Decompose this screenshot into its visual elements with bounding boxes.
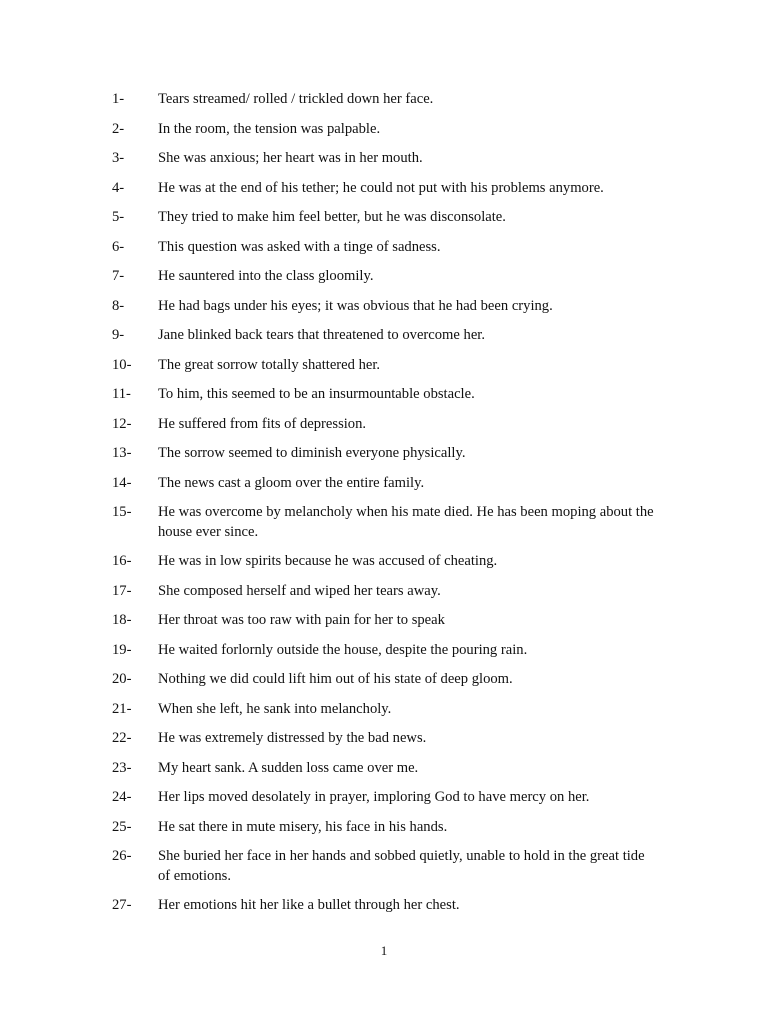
list-item (112, 267, 657, 287)
item-text: He was in low spirits because he was accused of cheating. (158, 553, 498, 569)
item-number: 18- (112, 612, 132, 628)
list-item (112, 474, 657, 494)
item-text: Tears streamed/ rolled / trickled down her face. (158, 91, 434, 107)
item-text: He sat there in mute misery, his face in his hands. (158, 818, 448, 835)
item-number: 10- (112, 356, 132, 373)
list-item (112, 179, 657, 199)
item-text: He waited forlornly outside the house, despite the pouring rain. (158, 641, 528, 658)
item-number: 6- (112, 238, 125, 255)
item-number: 14- (112, 474, 132, 491)
item-text: Jane blinked back tears that threatened to overcome her. (158, 327, 486, 343)
item-text: The news cast a gloom over the entire family. (158, 474, 425, 491)
item-number: 2- (112, 120, 125, 137)
item-text: The sorrow seemed to diminish everyone physically. (158, 445, 466, 461)
list-item (112, 847, 657, 886)
list-item (112, 670, 657, 690)
item-number: 7- (112, 268, 125, 284)
list-item (112, 759, 657, 779)
item-text: To him, this seemed to be an insurmountable obstacle. (158, 386, 475, 402)
item-text: My heart sank. A sudden loss came over me. (158, 759, 419, 776)
item-text: He was overcome by melancholy when his mate died. He has been moping about the house ever since. (158, 504, 654, 540)
item-number: 3- (112, 150, 125, 166)
item-text: In the room, the tension was palpable. (158, 120, 381, 137)
item-text: Her emotions hit her like a bullet through her chest. (158, 897, 460, 913)
item-number: 15- (112, 504, 132, 520)
item-text: He had bags under his eyes; it was obvious that he had been crying. (158, 297, 553, 314)
item-number: 21- (112, 700, 132, 717)
item-number: 17- (112, 582, 132, 599)
item-number: 13- (112, 445, 132, 461)
item-text: They tried to make him feel better, but he was disconsolate. (158, 209, 506, 225)
item-number: 16- (112, 553, 132, 569)
list-item (112, 582, 657, 602)
list-item (112, 385, 657, 405)
item-number: 11- (112, 386, 131, 402)
list-item (112, 415, 657, 435)
item-text: Her throat was too raw with pain for her to speak (158, 612, 445, 628)
item-text: He suffered from fits of depression. (158, 415, 367, 432)
item-number: 26- (112, 848, 132, 864)
sentence-list (112, 90, 657, 926)
list-item (112, 149, 657, 169)
item-number: 27- (112, 897, 132, 913)
item-text: Nothing we did could lift him out of his state of deep gloom. (158, 671, 513, 687)
item-number: 19- (112, 641, 132, 658)
item-number: 1- (112, 91, 125, 107)
item-number: 5- (112, 209, 125, 225)
item-text: She buried her face in her hands and sobbed quietly, unable to hold in the great tide of emotions. (158, 848, 645, 884)
list-item (112, 503, 657, 542)
item-number: 4- (112, 179, 125, 196)
item-number: 24- (112, 789, 132, 805)
page-number: 1 (380, 943, 388, 958)
list-item (112, 818, 657, 838)
item-text: She was anxious; her heart was in her mouth. (158, 150, 423, 166)
list-item (112, 896, 657, 916)
list-item (112, 238, 657, 258)
item-number: 9- (112, 327, 125, 343)
item-text: Her lips moved desolately in prayer, imploring God to have mercy on her. (158, 789, 590, 805)
item-number: 20- (112, 671, 132, 687)
list-item (112, 356, 657, 376)
list-item (112, 611, 657, 631)
item-text: When she left, he sank into melancholy. (158, 700, 392, 717)
list-item (112, 552, 657, 572)
list-item (112, 444, 657, 464)
item-text: He sauntered into the class gloomily. (158, 268, 374, 284)
item-number: 8- (112, 297, 125, 314)
item-text: She composed herself and wiped her tears away. (158, 582, 441, 599)
item-text: He was at the end of his tether; he could not put with his problems anymore. (158, 179, 604, 196)
list-item (112, 641, 657, 661)
item-number: 25- (112, 818, 132, 835)
item-text: This question was asked with a tinge of sadness. (158, 238, 441, 255)
list-item (112, 90, 657, 110)
list-item (112, 729, 657, 749)
item-number: 23- (112, 759, 132, 776)
list-item (112, 120, 657, 140)
list-item (112, 700, 657, 720)
item-text: The great sorrow totally shattered her. (158, 356, 381, 373)
list-item (112, 326, 657, 346)
item-number: 12- (112, 415, 132, 432)
item-number: 22- (112, 730, 132, 746)
list-item (112, 208, 657, 228)
item-text: He was extremely distressed by the bad news. (158, 730, 427, 746)
list-item (112, 297, 657, 317)
list-item (112, 788, 657, 808)
